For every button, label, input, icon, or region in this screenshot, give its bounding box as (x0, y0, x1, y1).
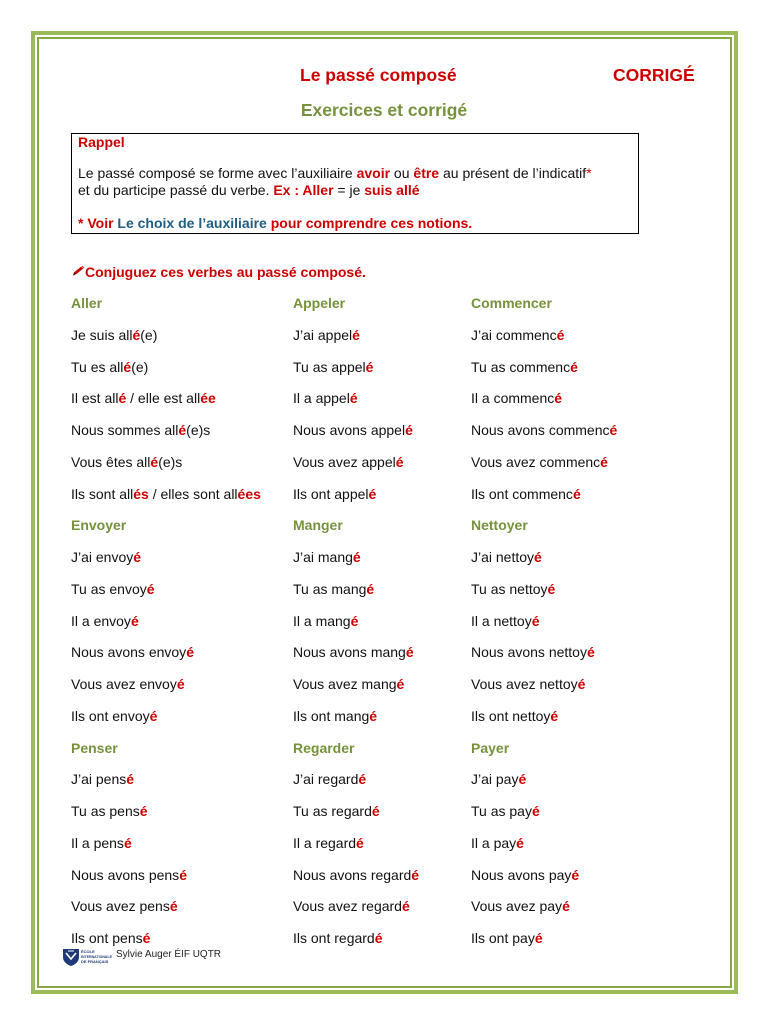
conjugation-line (471, 669, 595, 701)
verb-infinitive: Envoyer (71, 517, 127, 534)
conjugation-line (293, 701, 414, 733)
participle-ending: é (130, 612, 139, 629)
participle-ending: é (401, 898, 410, 915)
rappel-keyword-etre: être (413, 165, 440, 181)
participle-ending: é (586, 644, 595, 661)
rappel-box (71, 133, 639, 234)
conjugation-line (471, 860, 579, 892)
participle-ending: é (149, 707, 158, 724)
logo-text: DE FRANÇAIS (81, 959, 109, 964)
conjugation-text: Vous avez pens (71, 898, 170, 915)
verb-infinitive: Manger (293, 517, 343, 534)
participle-ending: é (609, 422, 618, 438)
conjugation-text: Ils ont regard (293, 930, 375, 946)
participle-ending: é (374, 930, 383, 946)
conjugation-text: Tu es all (71, 358, 124, 375)
school-emblem-icon (63, 949, 79, 966)
participle-ending: é (405, 644, 414, 661)
participle-ending: é (534, 549, 542, 565)
conjugation-text: Nous avons regard (293, 866, 412, 883)
participle-ending: é (186, 644, 194, 661)
participle-ending: és (133, 485, 149, 502)
participle-ending: é (395, 453, 404, 470)
conjugation-text: Nous avons pay (471, 866, 572, 883)
participle-ending: é (178, 422, 187, 438)
conjugation-line (293, 447, 413, 479)
rappel-line-2 (78, 182, 420, 199)
participle-ending: é (577, 676, 586, 692)
conjugation-text: Tu as mang (293, 580, 367, 597)
conjugation-line (471, 828, 579, 860)
participle-ending: é (531, 803, 540, 819)
rappel-text: = je (333, 182, 365, 198)
conjugation-line (71, 637, 194, 669)
verb-infinitive: Nettoyer (471, 517, 528, 534)
verb-infinitive: Aller (71, 295, 103, 311)
participle-ending: é (396, 676, 405, 692)
rappel-keyword-avoir: avoir (356, 165, 391, 181)
conjugation-line (471, 701, 595, 733)
participle-ending: é (547, 580, 556, 597)
verb-infinitive: Regarder (293, 739, 355, 756)
conjugation-line (471, 764, 579, 796)
participle-ending: é (531, 612, 540, 629)
rappel-text: ou (390, 165, 414, 181)
conjugation-text: Il a nettoy (471, 612, 532, 629)
verb-column-aller (71, 288, 261, 510)
verb-column-payer (471, 733, 579, 955)
conjugation-text: Tu as commenc (471, 358, 571, 375)
participle-ending: é (150, 453, 159, 470)
conjugation-text: J’ai mang (293, 549, 353, 565)
logo-text: ÉCOLE (81, 949, 95, 954)
participle-ending: é (365, 358, 374, 375)
conjugation-line (71, 320, 261, 352)
participle-ending: é (132, 326, 141, 343)
participle-ending: é (123, 358, 132, 375)
conjugation-text: Vous avez nettoy (471, 676, 578, 692)
verb-column-envoyer (71, 510, 194, 732)
participle-ending: é (371, 803, 380, 819)
conjugation-line (71, 415, 261, 447)
conjugation-line (471, 383, 617, 415)
conjugation-line (471, 320, 617, 352)
conjugation-text: J’ai envoy (71, 549, 134, 565)
conjugation-text: Nous avons mang (293, 644, 406, 661)
conjugation-text: Tu as envoy (71, 580, 147, 597)
conjugation-text: Tu as pens (71, 803, 140, 819)
school-logo (62, 946, 113, 967)
conjugation-line (71, 764, 187, 796)
conjugation-line (293, 796, 419, 828)
conjugation-text: Ils ont pay (471, 930, 535, 946)
verb-column-manger (293, 510, 414, 732)
participle-ending: é (139, 803, 148, 819)
conjugation-line (471, 891, 579, 923)
conjugation-text: Tu as regard (293, 803, 372, 819)
conjugation-line (293, 352, 413, 384)
conjugation-line (293, 542, 414, 574)
conjugation-text: Vous avez appel (293, 453, 396, 470)
conjugation-line (71, 701, 194, 733)
conjugation-line (293, 415, 413, 447)
participle-ending: é (554, 390, 563, 407)
verb-infinitive: Payer (471, 739, 510, 756)
conjugation-line (471, 606, 595, 638)
conjugation-text: (e)s (186, 422, 211, 438)
participle-ending: é (518, 771, 527, 788)
rappel-example-answer: suis allé (364, 182, 420, 198)
participle-ending: é (133, 549, 142, 565)
conjugation-text: Vous avez mang (293, 676, 397, 692)
conjugation-text: / elle est all (126, 390, 201, 407)
participle-ending: é (600, 453, 608, 470)
conjugation-text: Il a appel (293, 390, 350, 407)
conjugation-line (293, 891, 419, 923)
verb-infinitive: Commencer (471, 295, 552, 311)
participle-ending: é (411, 866, 420, 883)
participle-ending: é (352, 549, 361, 565)
participle-ending: ée (200, 390, 216, 407)
exercise-instruction: Conjuguez ces verbes au passé composé. (85, 264, 366, 280)
verb-column-appeler (293, 288, 413, 510)
conjugation-text: J’ai pay (471, 771, 519, 788)
rappel-note: pour comprendre ces notions. (266, 215, 473, 231)
conjugation-text: Ils ont envoy (71, 707, 150, 724)
conjugation-line (293, 383, 413, 415)
conjugation-text: Ils ont mang (293, 707, 370, 724)
conjugation-text: Ils ont appel (293, 485, 369, 502)
participle-ending: é (126, 771, 135, 788)
conjugation-line (471, 637, 595, 669)
conjugation-line (471, 923, 579, 955)
rappel-text: et du participe passé du verbe. (78, 182, 274, 198)
participle-ending: é (118, 390, 127, 407)
logo-text: INTERNATIONALE (81, 954, 113, 959)
conjugation-line (293, 606, 414, 638)
corrige-label: CORRIGÉ (613, 65, 695, 85)
participle-ending: é (179, 866, 187, 883)
conjugation-line (471, 574, 595, 606)
conjugation-text: Il a commenc (471, 390, 555, 407)
conjugation-text: J’ai appel (293, 326, 353, 343)
conjugation-line (71, 860, 187, 892)
conjugation-line (293, 574, 414, 606)
conjugation-line (71, 479, 261, 511)
conjugation-text: (e)s (158, 453, 183, 470)
participle-ending: é (571, 866, 580, 883)
participle-ending: é (550, 707, 559, 724)
rappel-heading: Rappel (78, 134, 125, 150)
conjugation-text: Vous êtes all (71, 453, 151, 470)
participle-ending: é (405, 422, 413, 438)
conjugation-line (471, 415, 617, 447)
conjugation-line (293, 637, 414, 669)
participle-ending: é (570, 358, 578, 375)
conjugation-text: / elles sont all (148, 485, 238, 502)
participle-ending: é (123, 834, 132, 851)
conjugation-text: Il a regard (293, 834, 357, 851)
conjugation-line (471, 542, 595, 574)
rappel-line-3 (78, 215, 472, 232)
conjugation-text: Je suis all (71, 326, 133, 343)
conjugation-text: Vous avez envoy (71, 676, 177, 692)
conjugation-line (293, 479, 413, 511)
conjugation-text: J’ai nettoy (471, 549, 535, 565)
conjugation-text: Vous avez pay (471, 898, 563, 915)
auxiliaire-link[interactable]: Le choix de l’auxiliaire (117, 215, 267, 231)
participle-ending: é (176, 676, 185, 692)
conjugation-line (293, 923, 419, 955)
conjugation-line (293, 764, 419, 796)
participle-ending: é (366, 580, 375, 597)
verb-group (0, 510, 768, 732)
participle-ending: é (572, 485, 581, 502)
conjugation-text: Nous avons commenc (471, 422, 610, 438)
conjugation-text: Il a envoy (71, 612, 131, 629)
conjugation-text: Nous avons envoy (71, 644, 187, 661)
conjugation-line (71, 828, 187, 860)
page-subtitle: Exercices et corrigé (300, 100, 468, 120)
conjugation-text: Il a mang (293, 612, 351, 629)
verb-column-commencer (471, 288, 617, 510)
conjugation-line (293, 320, 413, 352)
conjugation-text: Nous sommes all (71, 422, 179, 438)
verb-infinitive: Appeler (293, 295, 346, 311)
conjugation-text: Il est all (71, 390, 119, 407)
participle-ending: é (562, 898, 570, 915)
pencil-icon (72, 265, 85, 276)
page-title: Le passé composé (300, 65, 457, 85)
conjugation-line (71, 669, 194, 701)
conjugation-text: Tu as nettoy (471, 580, 548, 597)
rappel-text: Le passé composé se forme avec l’auxiliaire (78, 165, 357, 181)
conjugation-line (71, 447, 261, 479)
conjugation-line (71, 606, 194, 638)
conjugation-text: (e) (131, 358, 149, 375)
verb-group (0, 733, 768, 955)
footer-author: Sylvie Auger ÉIF UQTR (116, 949, 222, 960)
conjugation-text: Tu as appel (293, 358, 366, 375)
verb-column-nettoyer (471, 510, 595, 732)
conjugation-text: Nous avons pens (71, 866, 180, 883)
conjugation-text: Vous avez regard (293, 898, 402, 915)
conjugation-text: Ils ont pens (71, 930, 143, 946)
participle-ending: é (349, 390, 358, 407)
conjugation-line (71, 383, 261, 415)
rappel-note: * Voir (78, 215, 118, 231)
conjugation-text: Ils sont all (71, 485, 134, 502)
conjugation-line (471, 352, 617, 384)
conjugation-line (293, 669, 414, 701)
conjugation-text: Nous avons nettoy (471, 644, 587, 661)
conjugation-text: Il a pay (471, 834, 517, 851)
participle-ending: ées (237, 485, 261, 502)
participle-ending: é (356, 834, 364, 851)
conjugation-text: Ils ont nettoy (471, 707, 551, 724)
conjugation-text: J’ai commenc (471, 326, 557, 343)
conjugation-text: Tu as pay (471, 803, 532, 819)
participle-ending: é (534, 930, 543, 946)
participle-ending: é (169, 898, 178, 915)
conjugation-line (471, 479, 617, 511)
conjugation-line (71, 352, 261, 384)
rappel-line-1 (78, 165, 592, 182)
conjugation-line (71, 796, 187, 828)
participle-ending: é (142, 930, 151, 946)
conjugation-line (293, 860, 419, 892)
participle-ending: é (358, 771, 367, 788)
conjugation-line (71, 891, 187, 923)
participle-ending: é (556, 326, 565, 343)
conjugation-text: Vous avez commenc (471, 453, 601, 470)
verb-infinitive: Penser (71, 739, 118, 756)
conjugation-line (471, 796, 579, 828)
conjugation-line (71, 542, 194, 574)
rappel-asterisk: * (586, 165, 592, 181)
conjugation-text: Il a pens (71, 834, 124, 851)
rappel-text: au présent de l’indicatif (439, 165, 587, 181)
conjugation-line (71, 574, 194, 606)
conjugation-text: Ils ont commenc (471, 485, 573, 502)
conjugation-text: J’ai pens (71, 771, 127, 788)
conjugation-line (293, 828, 419, 860)
verb-group (0, 288, 768, 510)
participle-ending: é (146, 580, 155, 597)
participle-ending: é (368, 485, 377, 502)
participle-ending: é (350, 612, 359, 629)
conjugation-text: J’ai regard (293, 771, 359, 788)
conjugation-line (471, 447, 617, 479)
participle-ending: é (516, 834, 524, 851)
verb-column-penser (71, 733, 187, 955)
conjugation-text: (e) (140, 326, 158, 343)
rappel-example-label: Ex : Aller (273, 182, 334, 198)
participle-ending: é (352, 326, 360, 343)
verb-column-regarder (293, 733, 419, 955)
participle-ending: é (369, 707, 378, 724)
conjugation-text: Nous avons appel (293, 422, 406, 438)
